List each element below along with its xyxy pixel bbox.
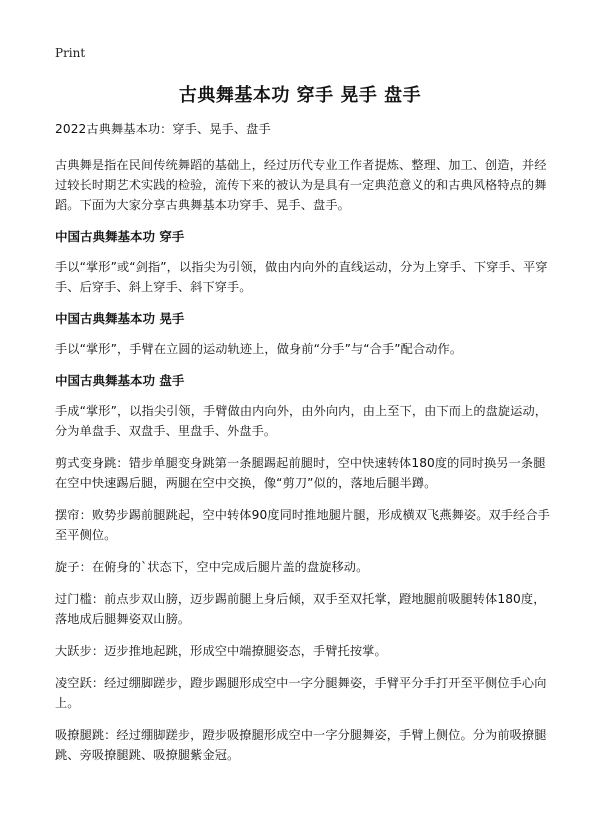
article-body: [55, 119, 550, 777]
section-heading-huangshou: 中国古典舞基本功 晃手: [55, 311, 185, 326]
paragraph-xuanzi: 旋子：在俯身的`状态下，空中完成后腿片盖的盘旋移动。: [55, 560, 369, 574]
paragraph-xiliaotui-tiao: 吸撩腿跳：经过绷脚蹉步，蹬步吸撩腿形成空中一字分腿舞姿，手臂上侧位。分为前吸撩腿跳、旁吸撩腿跳、吸撩腿紫金冠。: [55, 728, 547, 762]
intro-paragraph: 古典舞是指在民间传统舞蹈的基础上，经过历代专业工作者提炼、整理、加工、创造，并经过较长时期艺术实践的检验，流传下来的被认为是具有一定典范意义的和古典风格特点的舞蹈。下面为大家分享古典舞基本功穿手、晃手、盘手。: [55, 158, 547, 212]
section-text-huangshou: 手以“掌形”，手臂在立圆的运动轨迹上，做身前“分手”与“合手”配合动作。: [55, 342, 463, 356]
paragraph-guomenkan: 过门槛：前点步双山膀，迈步踢前腿上身后倾，双手至双托掌，蹬地腿前吸腿转体180度，落地成后腿舞姿双山膀。: [55, 592, 546, 626]
paragraph-jianshi-bianshen-tiao: 剪式变身跳：错步单腿变身跳第一条腿踢起前腿时，空中快速转体180度的同时换另一条腿在空中快速踢后腿，两腿在空中交换，像“剪刀”似的，落地后腿半蹲。: [55, 456, 546, 490]
section-heading-chuanshou: 中国古典舞基本功 穿手: [55, 229, 185, 244]
article-subtitle: 2022古典舞基本功：穿手、晃手、盘手: [55, 122, 271, 136]
paragraph-dayuebu: 大跃步：迈步推地起跳，形成空中端撩腿姿态，手臂托按掌。: [55, 644, 387, 658]
print-label: Print: [55, 46, 86, 60]
section-heading-panshou: 中国古典舞基本功 盘手: [55, 373, 185, 388]
section-text-panshou: 手成“掌形”，以指尖引领，手臂做由内向外，由外向内，由上至下，由下而上的盘旋运动，分为单盘手、双盘手、里盘手、外盘手。: [55, 404, 548, 438]
paragraph-lingkongyue: 凌空跃：经过绷脚蹉步，蹬步踢腿形成空中一字分腿舞姿，手臂平分手打开至平侧位手心向上。: [55, 676, 547, 710]
paragraph-bailian: 摆帘：败势步踢前腿跳起，空中转体90度同时推地腿片腿，形成横双飞燕舞姿。双手经合手至平侧位。: [55, 508, 550, 542]
page-title: 古典舞基本功 穿手 晃手 盘手: [178, 85, 422, 106]
section-text-chuanshou: 手以“掌形”或“剑指”，以指尖为引领，做由内向外的直线运动，分为上穿手、下穿手、平穿手、后穿手、斜上穿手、斜下穿手。: [55, 260, 548, 294]
